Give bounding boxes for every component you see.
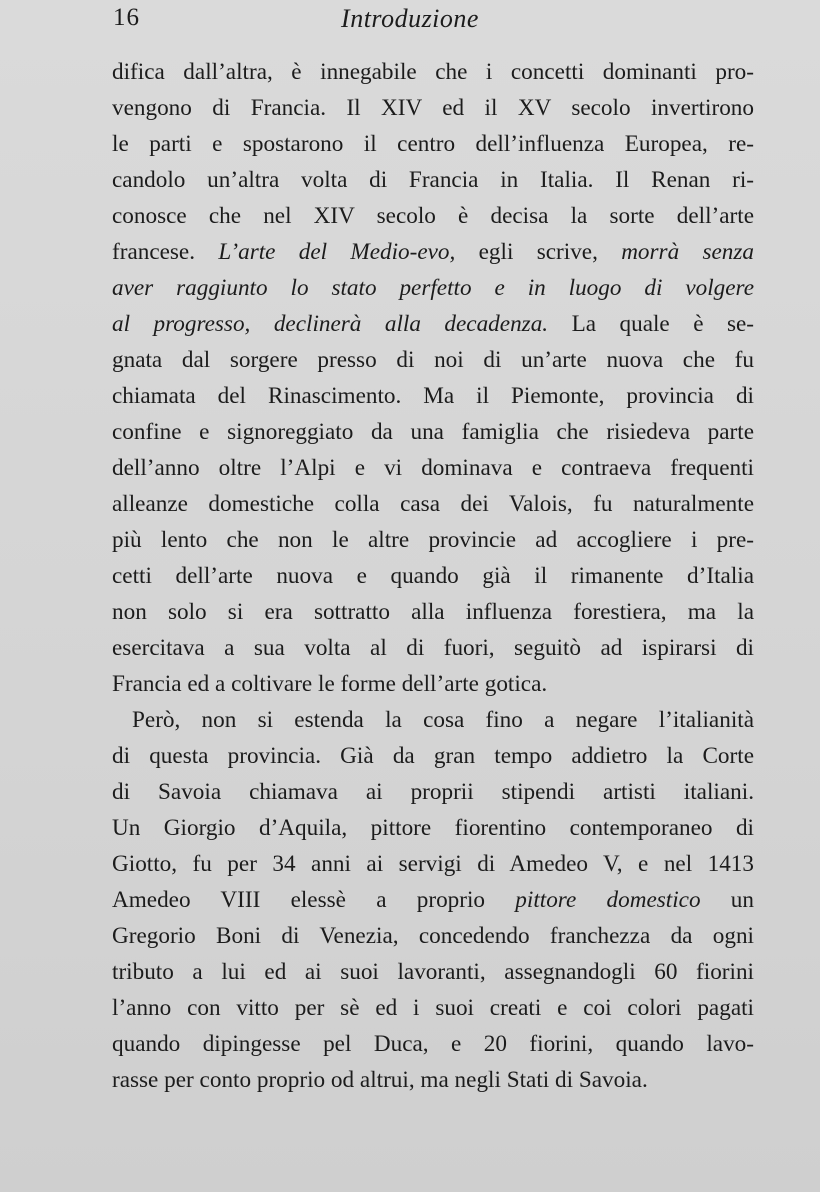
text-line: francese. L’arte del Medio-evo, egli scrive, morrà senza [112,239,754,265]
text-line: al progresso, declinerà alla decadenza. La quale è se- [112,311,754,337]
text-line: chiamata del Rinascimento. Ma il Piemonte, provincia di [112,383,754,409]
italic-quote: L’arte del Medio-evo, [218,239,456,265]
text-line: Giotto, fu per 34 anni ai servigi di Amedeo V, e nel 1413 [112,851,754,877]
text-line: Francia ed a coltivare le forme dell’arte gotica. [112,671,548,697]
text-line: confine e signoreggiato da una famiglia che risiedeva parte [112,419,754,445]
text-line: conosce che nel XIV secolo è decisa la sorte dell’arte [112,203,754,229]
text-line: gnata dal sorgere presso di noi di un’arte nuova che fu [112,347,754,373]
text-line: di Savoia chiamava ai proprii stipendi artisti italiani. [112,779,754,805]
text-line: candolo un’altra volta di Francia in Italia. Il Renan ri- [112,167,754,193]
text-line: Però, non si estenda la cosa fino a negare l’italianità [132,707,754,733]
text-line: Amedeo VIII elessè a proprio pittore domestico un [112,887,754,913]
text-line: non solo si era sottratto alla influenza forestiera, ma la [112,599,754,625]
text-line: Un Giorgio d’Aquila, pittore fiorentino contemporaneo di [112,815,754,841]
text-line: quando dipingesse pel Duca, e 20 fiorini, quando lavo- [112,1031,754,1057]
text-line: le parti e spostarono il centro dell’influenza Europea, re- [112,131,754,157]
page-number: 16 [113,4,140,31]
text-line: vengono di Francia. Il XIV ed il XV secolo invertirono [112,95,754,121]
italic-quote: morrà senza [621,239,754,265]
text-line: difica dall’altra, è innegabile che i concetti dominanti pro- [112,59,754,85]
text-line: più lento che non le altre provincie ad accogliere i pre- [112,527,754,553]
running-title: Introduzione [341,4,479,33]
text-line: tributo a lui ed ai suoi lavoranti, assegnandogli 60 fiorini [112,959,754,985]
italic-quote: aver raggiunto lo stato perfetto e in luogo di volgere [112,275,754,301]
text-line: l’anno con vitto per sè ed i suoi creati e coi colori pagati [112,995,754,1021]
text-line: di questa provincia. Già da gran tempo addietro la Corte [112,743,754,769]
text-line: esercitava a sua volta al di fuori, seguitò ad ispirarsi di [112,635,754,661]
text-line: rasse per conto proprio od altrui, ma negli Stati di Savoia. [112,1067,648,1093]
text-line: Gregorio Boni di Venezia, concedendo franchezza da ogni [112,923,754,949]
text-line: cetti dell’arte nuova e quando già il rimanente d’Italia [112,563,754,589]
text-line [112,270,754,306]
italic-phrase: pittore domestico [515,887,701,913]
italic-quote: al progresso, declinerà alla decadenza. [112,311,549,337]
text-line: dell’anno oltre l’Alpi e vi dominava e contraeva frequenti [112,455,754,481]
text-line: alleanze domestiche colla casa dei Valois, fu naturalmente [112,491,754,517]
